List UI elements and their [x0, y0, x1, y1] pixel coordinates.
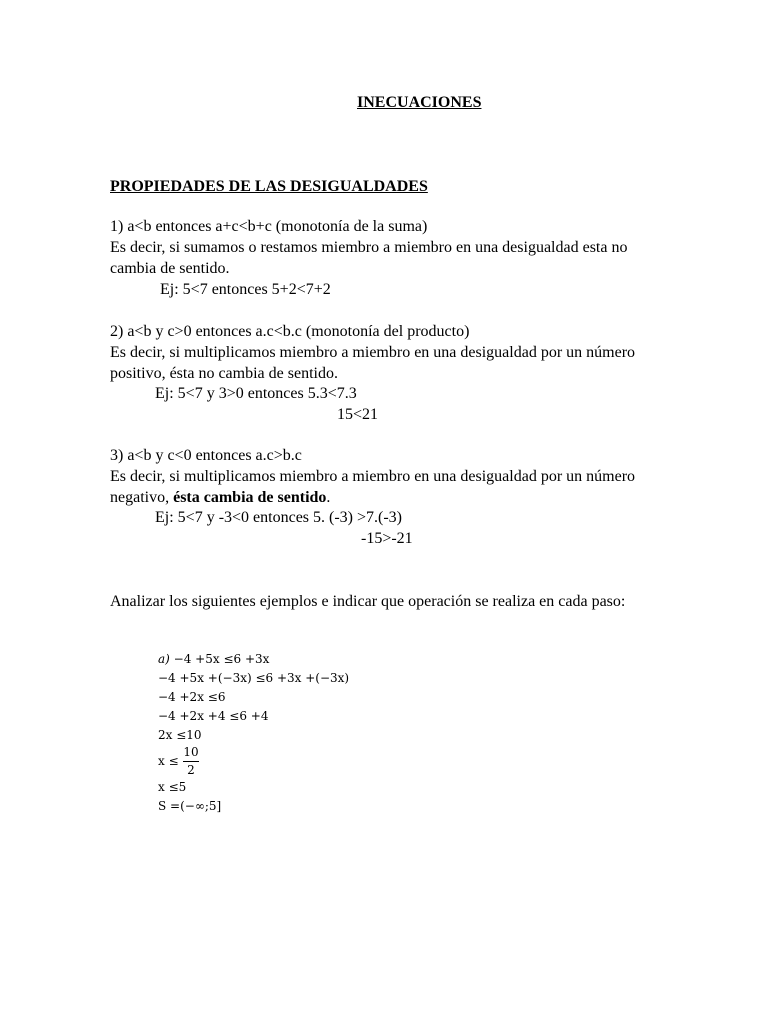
property-3-desc-prefix: negativo,: [110, 489, 174, 506]
math-step-4: −4 +2x +4 ≤6 +4: [158, 709, 269, 723]
property-1-example: Ej: 5<7 entonces 5+2<7+2: [160, 281, 331, 298]
property-2-desc-line2: positivo, ésta no cambia de sentido.: [110, 365, 338, 382]
math-step-1: [158, 651, 269, 667]
property-1-rule: 1) a<b entonces a+c<b+c (monotonía de la suma): [110, 218, 428, 235]
property-3-rule: 3) a<b y c<0 entonces a.c>b.c: [110, 447, 302, 464]
exercise-instruction: Analizar los siguientes ejemplos e indicar que operación se realiza en cada paso:: [110, 593, 626, 610]
property-3-desc-line1: Es decir, si multiplicamos miembro a miembro en una desigualdad por un número: [110, 468, 636, 485]
property-3-desc-line2: [110, 488, 330, 508]
math-step-6-numerator: 10: [183, 745, 199, 759]
property-2-rule: 2) a<b y c>0 entonces a.c<b.c (monotonía del producto): [110, 323, 470, 340]
math-step-6-fraction-bar: [183, 761, 199, 762]
math-step-1-expr: −4 +5x ≤6 +3x: [173, 652, 270, 666]
property-3-example: Ej: 5<7 y -3<0 entonces 5. (-3) >7.(-3): [155, 509, 403, 526]
math-step-6-lhs: x ≤: [158, 754, 179, 768]
math-step-6-denominator: 2: [187, 763, 195, 777]
math-step-3: −4 +2x ≤6: [158, 690, 226, 704]
property-1-desc-line1: Es decir, si sumamos o restamos miembro a miembro en una desigualdad esta no: [110, 239, 628, 256]
math-step-2: −4 +5x +(−3x) ≤6 +3x +(−3x): [158, 671, 350, 685]
math-step-8: S =(−∞;5]: [158, 799, 222, 813]
property-3-result: -15>-21: [361, 530, 413, 547]
property-1-desc-line2: cambia de sentido.: [110, 260, 230, 277]
math-step-7: x ≤5: [158, 780, 187, 794]
property-3-desc-emphasis: ésta cambia de sentido: [173, 489, 327, 506]
property-3-desc-suffix: .: [326, 489, 331, 506]
math-step-1-label: a): [158, 652, 170, 666]
math-step-5: 2x ≤10: [158, 728, 202, 742]
section-title: PROPIEDADES DE LAS DESIGUALDADES: [110, 178, 428, 195]
page-title: INECUACIONES: [357, 94, 482, 111]
property-2-desc-line1: Es decir, si multiplicamos miembro a miembro en una desigualdad por un número: [110, 344, 636, 361]
property-2-example: Ej: 5<7 y 3>0 entonces 5.3<7.3: [155, 385, 357, 402]
property-2-result: 15<21: [337, 406, 379, 423]
